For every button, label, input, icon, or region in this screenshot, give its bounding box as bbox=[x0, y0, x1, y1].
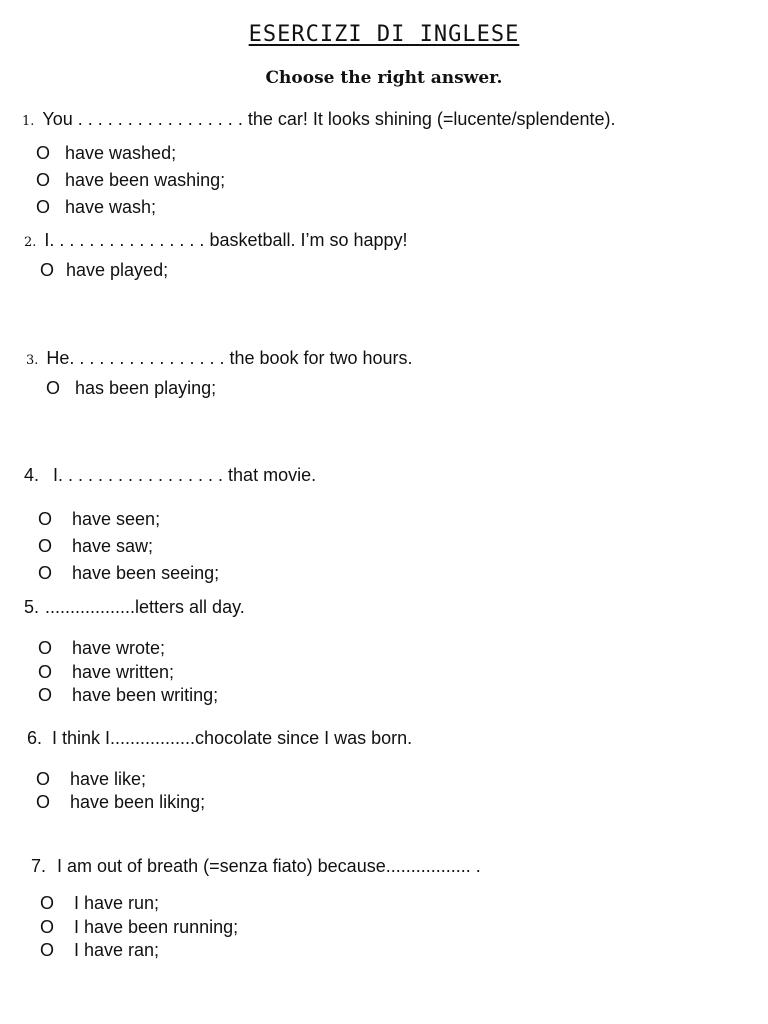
radio-icon: O bbox=[40, 940, 55, 960]
radio-icon: O bbox=[38, 662, 53, 682]
radio-icon: O bbox=[38, 685, 53, 705]
option-5a[interactable] bbox=[38, 638, 165, 659]
radio-icon: O bbox=[36, 197, 51, 217]
option-5c[interactable] bbox=[38, 685, 218, 706]
radio-icon: O bbox=[36, 792, 51, 812]
option-4b[interactable] bbox=[38, 536, 153, 557]
question-3 bbox=[26, 348, 413, 369]
question-number: 4. bbox=[24, 465, 40, 485]
option-label: have been writing; bbox=[72, 685, 219, 705]
option-7c[interactable] bbox=[40, 940, 159, 961]
question-7 bbox=[31, 856, 481, 877]
option-label: have been seeing; bbox=[72, 563, 220, 583]
option-label: has been playing; bbox=[75, 378, 217, 398]
question-text: He. . . . . . . . . . . . . . . . the book for two hours. bbox=[46, 348, 413, 368]
option-2a[interactable] bbox=[40, 260, 168, 281]
question-4 bbox=[24, 465, 316, 486]
option-3a[interactable] bbox=[46, 378, 216, 399]
radio-icon: O bbox=[36, 170, 51, 190]
question-number: 5. bbox=[24, 597, 40, 617]
question-number: 7. bbox=[31, 856, 47, 876]
option-7a[interactable] bbox=[40, 893, 159, 914]
option-label: have written; bbox=[72, 662, 175, 682]
radio-icon: O bbox=[38, 509, 53, 529]
option-1a[interactable] bbox=[36, 143, 176, 164]
option-6b[interactable] bbox=[36, 792, 205, 813]
option-label: I have been running; bbox=[74, 917, 239, 937]
question-number: 6. bbox=[27, 728, 43, 748]
option-label: I have run; bbox=[74, 893, 160, 913]
question-6 bbox=[27, 728, 412, 749]
option-label: have been washing; bbox=[65, 170, 226, 190]
radio-icon: O bbox=[38, 563, 53, 583]
option-label: I have ran; bbox=[74, 940, 160, 960]
option-label: have seen; bbox=[72, 509, 161, 529]
option-6a[interactable] bbox=[36, 769, 146, 790]
question-number: 1. bbox=[22, 114, 35, 129]
radio-icon: O bbox=[38, 638, 53, 658]
question-number: 3. bbox=[26, 353, 39, 368]
option-label: have washed; bbox=[65, 143, 177, 163]
option-label: have saw; bbox=[72, 536, 154, 556]
option-label: have played; bbox=[66, 260, 169, 280]
option-7b[interactable] bbox=[40, 917, 238, 938]
question-text: ..................letters all day. bbox=[45, 597, 245, 617]
question-text: You . . . . . . . . . . . . . . . . . the car! It looks shining (=lucente/splendente). bbox=[42, 109, 616, 129]
question-text: I. . . . . . . . . . . . . . . . basketball. I’m so happy! bbox=[44, 230, 408, 250]
radio-icon: O bbox=[38, 536, 53, 556]
radio-icon: O bbox=[40, 893, 55, 913]
question-text: I think I.................chocolate since I was born. bbox=[52, 728, 413, 748]
radio-icon: O bbox=[40, 260, 55, 280]
question-number: 2. bbox=[24, 235, 37, 250]
radio-icon: O bbox=[36, 769, 51, 789]
instructions: Choose the right answer. bbox=[265, 68, 503, 88]
option-1b[interactable] bbox=[36, 170, 225, 191]
radio-icon: O bbox=[36, 143, 51, 163]
option-label: have been liking; bbox=[70, 792, 206, 812]
option-label: have like; bbox=[70, 769, 147, 789]
question-text: I. . . . . . . . . . . . . . . . . that movie. bbox=[53, 465, 317, 485]
question-2 bbox=[24, 230, 408, 251]
option-4a[interactable] bbox=[38, 509, 160, 530]
radio-icon: O bbox=[46, 378, 61, 398]
question-1 bbox=[22, 109, 616, 130]
question-5 bbox=[24, 597, 245, 618]
page-title: ESERCIZI DI INGLESE bbox=[248, 22, 520, 47]
option-1c[interactable] bbox=[36, 197, 156, 218]
option-label: have wash; bbox=[65, 197, 157, 217]
option-5b[interactable] bbox=[38, 662, 174, 683]
question-text: I am out of breath (=senza fiato) because................. . bbox=[57, 856, 481, 876]
radio-icon: O bbox=[40, 917, 55, 937]
option-4c[interactable] bbox=[38, 563, 219, 584]
option-label: have wrote; bbox=[72, 638, 166, 658]
